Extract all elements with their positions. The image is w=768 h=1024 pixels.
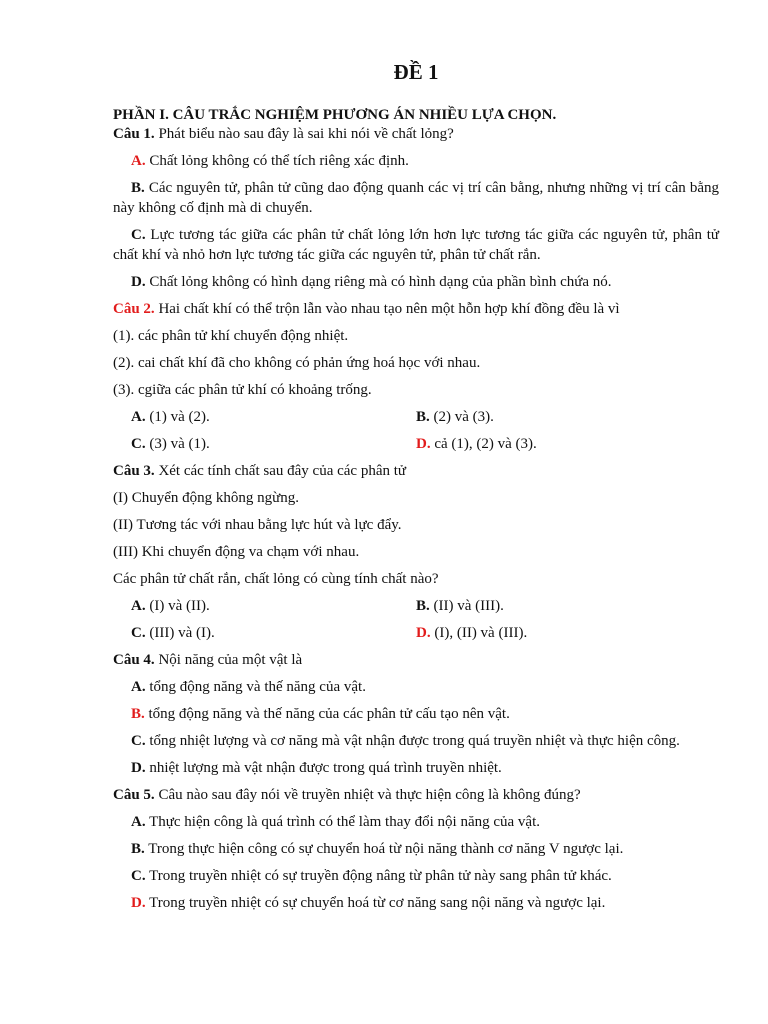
q4-option-d-label: D. <box>131 760 146 776</box>
q2-options-row-2 <box>113 434 719 454</box>
question-4 <box>113 650 719 670</box>
q5-option-b <box>113 839 719 859</box>
q3-statement-1: (I) Chuyển động không ngừng. <box>113 490 300 506</box>
q1-option-a-label: A. <box>131 153 146 169</box>
q4-option-c-text: tổng nhiệt lượng và cơ năng mà vật nhận được trong quá truyền nhiệt và thực hiện công. <box>145 733 680 749</box>
q5-option-b-label: B. <box>131 841 145 857</box>
q2-option-d <box>416 434 719 454</box>
q3-option-d-label: D. <box>416 625 431 641</box>
q4-option-a-text: tổng động năng và thế năng của vật. <box>145 679 366 695</box>
q2-option-c-text: (3) và (1). <box>145 436 210 452</box>
q5-option-a <box>113 812 719 832</box>
q4-option-b-label: B. <box>131 706 145 722</box>
q5-option-b-text: Trong thực hiện công có sự chuyển hoá từ nội năng thành cơ năng V ngược lại. <box>144 841 624 857</box>
q3-prompt: Các phân tử chất rắn, chất lỏng có cùng tính chất nào? <box>113 571 439 587</box>
question-2 <box>113 299 719 319</box>
q3-option-c <box>113 623 416 643</box>
q2-option-c <box>113 434 416 454</box>
q3-statement-2: (II) Tương tác với nhau bằng lực hút và lực đẩy. <box>113 517 402 533</box>
q3-option-b-text: (II) và (III). <box>429 598 504 614</box>
question-5-text: Câu nào sau đây nói về truyền nhiệt và thực hiện công là không đúng? <box>154 787 581 803</box>
q4-option-d-text: nhiệt lượng mà vật nhận được trong quá trình truyền nhiệt. <box>145 760 502 776</box>
question-1-text: Phát biểu nào sau đây là sai khi nói về chất lỏng? <box>154 126 454 142</box>
q2-statement-1: (1). các phân tử khí chuyển động nhiệt. <box>113 328 349 344</box>
q3-options-row-2 <box>113 623 719 643</box>
q5-option-a-text: Thực hiện công là quá trình có thể làm thay đổi nội năng của vật. <box>145 814 541 830</box>
question-2-text: Hai chất khí có thể trộn lẫn vào nhau tạo nên một hỗn hợp khí đồng đều là vì <box>154 301 620 317</box>
q2-statement-2: (2). cai chất khí đã cho không có phản ứng hoá học với nhau. <box>113 355 481 371</box>
question-3-text: Xét các tính chất sau đây của các phân tử <box>154 463 407 479</box>
q3-option-a-label: A. <box>131 598 146 614</box>
q4-option-b <box>113 704 719 724</box>
q3-option-c-label: C. <box>131 625 146 641</box>
question-1-label: Câu 1. <box>113 126 155 142</box>
question-2-label: Câu 2. <box>113 301 155 317</box>
q1-option-b-label: B. <box>131 180 145 196</box>
q4-option-c <box>113 731 719 751</box>
q5-option-d-text: Trong truyền nhiệt có sự chuyển hoá từ cơ năng sang nội năng và ngược lại. <box>145 895 606 911</box>
q3-option-a <box>113 596 416 616</box>
q2-option-a <box>113 407 416 427</box>
q2-option-d-text: cả (1), (2) và (3). <box>430 436 537 452</box>
q2-option-b-label: B. <box>416 409 430 425</box>
q4-option-d <box>113 758 719 778</box>
question-3-label: Câu 3. <box>113 463 155 479</box>
q1-option-c <box>113 225 719 265</box>
question-3 <box>113 461 719 481</box>
q3-option-a-text: (I) và (II). <box>145 598 210 614</box>
question-1 <box>113 124 719 144</box>
q2-option-a-label: A. <box>131 409 146 425</box>
q3-option-d <box>416 623 719 643</box>
q2-option-d-label: D. <box>416 436 431 452</box>
q2-statement-3: (3). cgiữa các phân tử khí có khoảng trống. <box>113 382 372 398</box>
q2-option-a-text: (1) và (2). <box>145 409 210 425</box>
q3-options-row-1 <box>113 596 719 616</box>
q1-option-b <box>113 178 719 218</box>
section-heading: PHẦN I. CÂU TRẮC NGHIỆM PHƯƠNG ÁN NHIỀU LỰA CHỌN. <box>113 107 557 123</box>
q1-option-d-text: Chất lỏng không có hình dạng riêng mà có hình dạng của phần bình chứa nó. <box>145 274 612 290</box>
q5-option-d-label: D. <box>131 895 146 911</box>
q4-option-c-label: C. <box>131 733 146 749</box>
q5-option-c-text: Trong truyền nhiệt có sự truyền động nâng từ phân tử này sang phân tử khác. <box>145 868 612 884</box>
q2-options-row-1 <box>113 407 719 427</box>
q3-option-c-text: (III) và (I). <box>145 625 215 641</box>
q4-option-a <box>113 677 719 697</box>
q1-option-b-text: Các nguyên tử, phân tử cũng dao động quanh các vị trí cân bằng, nhưng những vị trí cân bằng này không cố định mà di chuyển. <box>113 180 719 216</box>
question-4-label: Câu 4. <box>113 652 155 668</box>
question-4-text: Nội năng của một vật là <box>154 652 303 668</box>
question-5 <box>113 785 719 805</box>
q4-option-a-label: A. <box>131 679 146 695</box>
q1-option-a <box>113 151 719 171</box>
q1-option-a-text: Chất lỏng không có thể tích riêng xác định. <box>145 153 409 169</box>
q3-statement-3: (III) Khi chuyển động va chạm với nhau. <box>113 544 360 560</box>
q1-option-c-label: C. <box>131 227 146 243</box>
q5-option-a-label: A. <box>131 814 146 830</box>
page-title: ĐỀ 1 <box>393 60 439 84</box>
q1-option-d <box>113 272 719 292</box>
q5-option-d <box>113 893 719 913</box>
q4-option-b-text: tổng động năng và thế năng của các phân tử cấu tạo nên vật. <box>144 706 510 722</box>
question-5-label: Câu 5. <box>113 787 155 803</box>
q3-option-d-text: (I), (II) và (III). <box>430 625 528 641</box>
q1-option-c-text: Lực tương tác giữa các phân tử chất lỏng lớn hơn lực tương tác giữa các nguyên tử, phân tử chất khí và nhỏ hơn lực tương tác giữa các nguyên tử, phân tử chất rắn. <box>113 227 719 263</box>
q2-option-b <box>416 407 719 427</box>
q5-option-c <box>113 866 719 886</box>
q3-option-b-label: B. <box>416 598 430 614</box>
q3-option-b <box>416 596 719 616</box>
q2-option-c-label: C. <box>131 436 146 452</box>
q2-option-b-text: (2) và (3). <box>429 409 494 425</box>
q5-option-c-label: C. <box>131 868 146 884</box>
q1-option-d-label: D. <box>131 274 146 290</box>
document-page <box>113 60 719 920</box>
